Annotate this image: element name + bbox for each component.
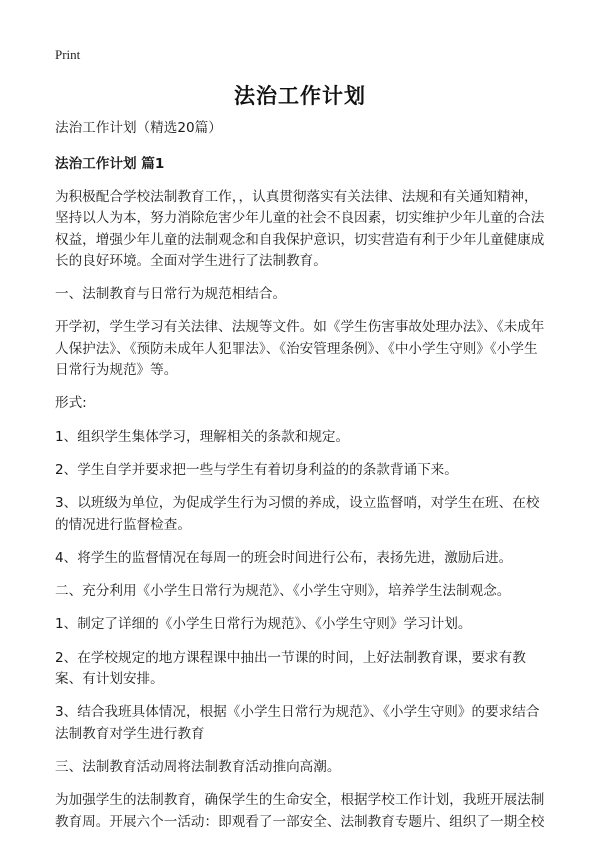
document-subtitle: 法治工作计划（精选20篇） <box>55 120 222 136</box>
paragraph-heading-1: 一、法制教育与日常行为规范相结合。 <box>55 286 287 303</box>
list-item: 1、组织学生集体学习，理解相关的条款和规定。 <box>55 428 350 445</box>
list-item: 4、将学生的监督情况在每周一的班会时间进行公布，表扬先进，激励后进。 <box>55 549 513 566</box>
list-item: 2、学生自学并要求把一些与学生有着切身利益的的条款背诵下来。 <box>55 461 458 478</box>
list-item: 3、结合我班具体情况，根据《小学生日常行为规范》、《小学生守则》的要求结合法制教育对学生进行教育 <box>55 704 540 742</box>
document-body <box>55 118 550 845</box>
list-item: 1、制定了详细的《小学生日常行为规范》、《小学生守则》学习计划。 <box>55 616 472 633</box>
paragraph-form-label: 形式: <box>55 395 87 412</box>
list-item: 2、在学校规定的地方课程课中抽出一节课的时间，上好法制教育课，要求有教案、有计划安排。 <box>55 649 526 688</box>
section-heading: 法治工作计划 篇1 <box>55 156 165 172</box>
paragraph-heading-3: 三、法制教育活动周将法制教育活动推向高潮。 <box>55 758 341 775</box>
print-link[interactable]: Print <box>55 47 81 62</box>
list-item: 3、以班级为单位，为促成学生行为习惯的养成，设立监督哨，对学生在班、在校的情况进行监督检查。 <box>55 495 540 533</box>
paragraph: 开学初，学生学习有关法律、法规等文件。如《学生伤害事故处理办法》、《未成年人保护法》、《预防未成年人犯罪法》、《治安管理条例》、《中小学生守则》《小学生日常行为规范》等。 <box>55 319 545 379</box>
paragraph-intro: 为积极配合学校法制教育工作，，认真贯彻落实有关法律、法规和有关通知精神，坚持以人为本，努力消除危害少年儿童的社会不良因素，切实维护少年儿童的合法权益，增强少年儿童的法制观念和自我保护意识，切实营造有利于少年儿童健康成长的良好环境。全面对学生进行了法制教育。 <box>55 189 545 269</box>
paragraph-heading-2: 二、充分利用《小学生日常行为规范》、《小学生守则》，培养学生法制观念。 <box>55 583 511 600</box>
page-title: 法治工作计划 <box>234 84 366 108</box>
paragraph: 为加强学生的法制教育，确保学生的生命安全，根据学校工作计划，我班开展法制教育周。开展六个一活动：即观看了一部安全、法制教育专题片、组织了一期全校 <box>55 792 545 830</box>
